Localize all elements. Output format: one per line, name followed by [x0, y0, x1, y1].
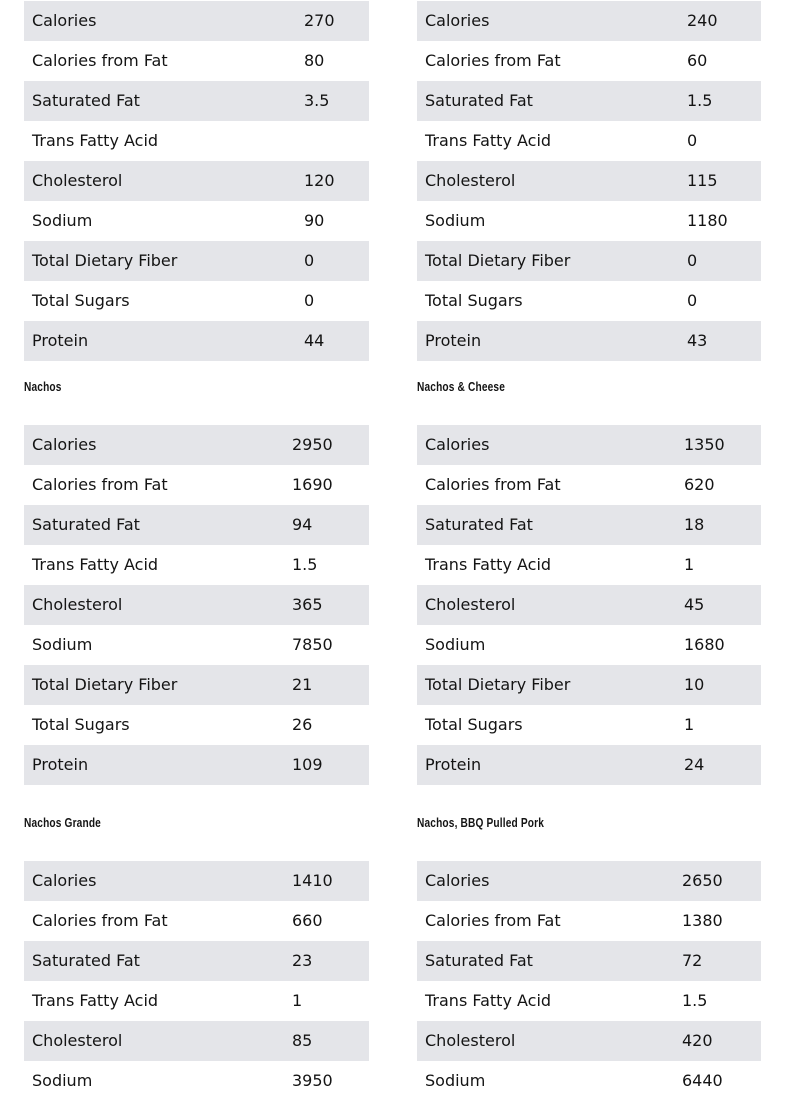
nutrient-label: Sodium	[425, 1071, 486, 1090]
nutrient-value: 0	[687, 291, 698, 310]
nutrient-label: Protein	[417, 745, 684, 785]
nutrient-label: Trans Fatty Acid	[425, 555, 552, 574]
table-row	[417, 1, 761, 41]
nutrition-table	[24, 861, 369, 1101]
table-row	[417, 981, 761, 1021]
nutrient-label: Sodium	[32, 1071, 93, 1090]
nutrient-label: Total Sugars	[425, 715, 523, 734]
nutrient-value	[304, 121, 369, 161]
nutrient-value: 23	[292, 941, 369, 981]
nutrient-label: Cholesterol	[417, 161, 687, 201]
nutrient-value: 120	[304, 161, 369, 201]
nutrient-label: Calories	[417, 1, 687, 41]
nutrient-label: Sodium	[425, 635, 486, 654]
nutrient-label: Calories	[24, 861, 292, 901]
nutrient-label: Total Dietary Fiber	[417, 665, 684, 705]
nutrition-section	[417, 813, 761, 1101]
nutrient-label: Cholesterol	[24, 585, 292, 625]
table-row	[24, 745, 369, 785]
nutrient-value: 420	[682, 1021, 761, 1061]
nutrient-label: Total Dietary Fiber	[417, 241, 687, 281]
table-row	[417, 545, 761, 585]
nutrient-label: Total Dietary Fiber	[24, 241, 304, 281]
table-row	[417, 665, 761, 705]
nutrition-table	[417, 1, 761, 361]
table-row	[24, 161, 369, 201]
nutrient-value: 18	[684, 505, 761, 545]
table-row	[24, 1021, 369, 1061]
table-row	[24, 201, 369, 241]
nutrient-value: 1.5	[687, 81, 761, 121]
nutrient-label: Calories	[417, 861, 682, 901]
nutrient-value: 1	[292, 991, 303, 1010]
nutrient-label: Calories from Fat	[32, 911, 168, 930]
table-row	[417, 281, 761, 321]
nutrient-label: Sodium	[32, 635, 93, 654]
table-row	[24, 545, 369, 585]
nutrient-label: Total Sugars	[425, 291, 523, 310]
table-row	[417, 941, 761, 981]
nutrient-label: Protein	[24, 321, 304, 361]
nutrient-value: 80	[304, 51, 325, 70]
table-row	[417, 201, 761, 241]
table-row	[24, 861, 369, 901]
nutrition-table	[417, 425, 761, 785]
nutrition-section	[24, 813, 369, 1101]
nutrient-label: Cholesterol	[417, 585, 684, 625]
nutrient-value: 0	[687, 241, 761, 281]
nutrient-label: Cholesterol	[417, 1021, 682, 1061]
table-row	[417, 81, 761, 121]
nutrient-value: 1180	[687, 211, 728, 230]
nutrient-value: 115	[687, 161, 761, 201]
nutrient-label: Trans Fatty Acid	[425, 991, 552, 1010]
section-title: Nachos Grande	[24, 815, 101, 830]
nutrient-value: 365	[292, 585, 369, 625]
nutrient-value: 240	[687, 1, 761, 41]
nutrient-value: 1	[684, 715, 695, 734]
nutrient-value: 26	[292, 715, 313, 734]
nutrient-value: 2650	[682, 861, 761, 901]
nutrient-label: Calories	[24, 425, 292, 465]
nutrient-value: 60	[687, 51, 708, 70]
nutrient-value: 0	[687, 131, 698, 150]
nutrient-value: 0	[304, 291, 315, 310]
nutrient-value: 3.5	[304, 81, 369, 121]
nutrient-value: 44	[304, 321, 369, 361]
nutrient-label: Calories from Fat	[425, 475, 561, 494]
table-row	[417, 321, 761, 361]
nutrition-section	[24, 377, 369, 785]
nutrient-value: 1410	[292, 861, 369, 901]
table-row	[24, 121, 369, 161]
table-row	[24, 665, 369, 705]
nutrient-value: 43	[687, 321, 761, 361]
nutrient-value: 45	[684, 585, 761, 625]
nutrient-label: Cholesterol	[24, 1021, 292, 1061]
nutrition-section	[417, 0, 761, 361]
table-row	[24, 625, 369, 665]
section-title: Nachos, BBQ Pulled Pork	[417, 815, 544, 830]
nutrient-value: 7850	[292, 635, 333, 654]
nutrition-section	[24, 0, 369, 361]
nutrient-value: 109	[292, 745, 369, 785]
table-row	[24, 585, 369, 625]
nutrient-value: 90	[304, 211, 325, 230]
nutrient-label: Calories	[24, 1, 304, 41]
nutrient-label: Saturated Fat	[417, 941, 682, 981]
nutrient-value: 0	[304, 241, 369, 281]
table-row	[24, 981, 369, 1021]
nutrient-label: Protein	[24, 745, 292, 785]
table-row	[24, 281, 369, 321]
nutrient-value: 660	[292, 911, 323, 930]
nutrient-label: Calories from Fat	[32, 475, 168, 494]
nutrient-label: Trans Fatty Acid	[32, 555, 159, 574]
table-row	[24, 321, 369, 361]
nutrient-label: Saturated Fat	[24, 941, 292, 981]
nutrient-value: 85	[292, 1021, 369, 1061]
nutrient-value: 3950	[292, 1071, 333, 1090]
nutrient-label: Saturated Fat	[417, 505, 684, 545]
table-row	[417, 121, 761, 161]
table-row	[417, 465, 761, 505]
table-row	[417, 425, 761, 465]
nutrient-value: 620	[684, 475, 715, 494]
nutrient-value: 2950	[292, 425, 369, 465]
nutrient-label: Trans Fatty Acid	[32, 991, 159, 1010]
table-row	[24, 1, 369, 41]
nutrient-value: 1.5	[292, 555, 318, 574]
nutrient-label: Calories from Fat	[425, 911, 561, 930]
nutrient-value: 1.5	[682, 991, 708, 1010]
table-row	[417, 1021, 761, 1061]
nutrient-label: Trans Fatty Acid	[32, 131, 159, 150]
nutrient-value: 1690	[292, 475, 333, 494]
nutrient-label: Sodium	[425, 211, 486, 230]
section-title: Nachos	[24, 379, 62, 394]
nutrient-value: 94	[292, 505, 369, 545]
table-row	[417, 161, 761, 201]
nutrient-label: Cholesterol	[24, 161, 304, 201]
table-row	[417, 1061, 761, 1101]
table-row	[417, 705, 761, 745]
nutrient-value: 1380	[682, 911, 723, 930]
nutrition-table	[24, 425, 369, 785]
nutrient-value: 21	[292, 665, 369, 705]
nutrient-label: Sodium	[32, 211, 93, 230]
nutrient-value: 270	[304, 1, 369, 41]
nutrient-label: Calories from Fat	[425, 51, 561, 70]
nutrient-label: Total Dietary Fiber	[24, 665, 292, 705]
nutrient-value: 1	[684, 555, 695, 574]
table-row	[417, 241, 761, 281]
table-row	[417, 625, 761, 665]
section-title: Nachos & Cheese	[417, 379, 506, 394]
nutrition-table	[417, 861, 761, 1101]
table-row	[417, 585, 761, 625]
nutrient-label: Calories	[417, 425, 684, 465]
nutrient-value: 72	[682, 941, 761, 981]
nutrient-label: Protein	[417, 321, 687, 361]
nutrient-label: Trans Fatty Acid	[425, 131, 552, 150]
nutrient-value: 1350	[684, 425, 761, 465]
nutrient-label: Saturated Fat	[24, 81, 304, 121]
table-row	[24, 901, 369, 941]
nutrient-label: Calories from Fat	[32, 51, 168, 70]
table-row	[417, 901, 761, 941]
table-row	[24, 241, 369, 281]
nutrient-value: 6440	[682, 1071, 723, 1090]
table-row	[24, 425, 369, 465]
nutrient-value: 1680	[684, 635, 725, 654]
nutrition-section	[417, 377, 761, 785]
table-row	[24, 81, 369, 121]
table-row	[24, 41, 369, 81]
table-row	[417, 861, 761, 901]
table-row	[417, 505, 761, 545]
nutrient-value: 10	[684, 665, 761, 705]
table-row	[24, 505, 369, 545]
table-row	[24, 705, 369, 745]
table-row	[417, 41, 761, 81]
nutrient-label: Saturated Fat	[417, 81, 687, 121]
table-row	[24, 1061, 369, 1101]
nutrition-table	[24, 1, 369, 361]
nutrient-value: 24	[684, 745, 761, 785]
nutrient-label: Total Sugars	[32, 291, 130, 310]
table-row	[24, 465, 369, 505]
nutrient-label: Total Sugars	[32, 715, 130, 734]
table-row	[24, 941, 369, 981]
table-row	[417, 745, 761, 785]
nutrient-label: Saturated Fat	[24, 505, 292, 545]
